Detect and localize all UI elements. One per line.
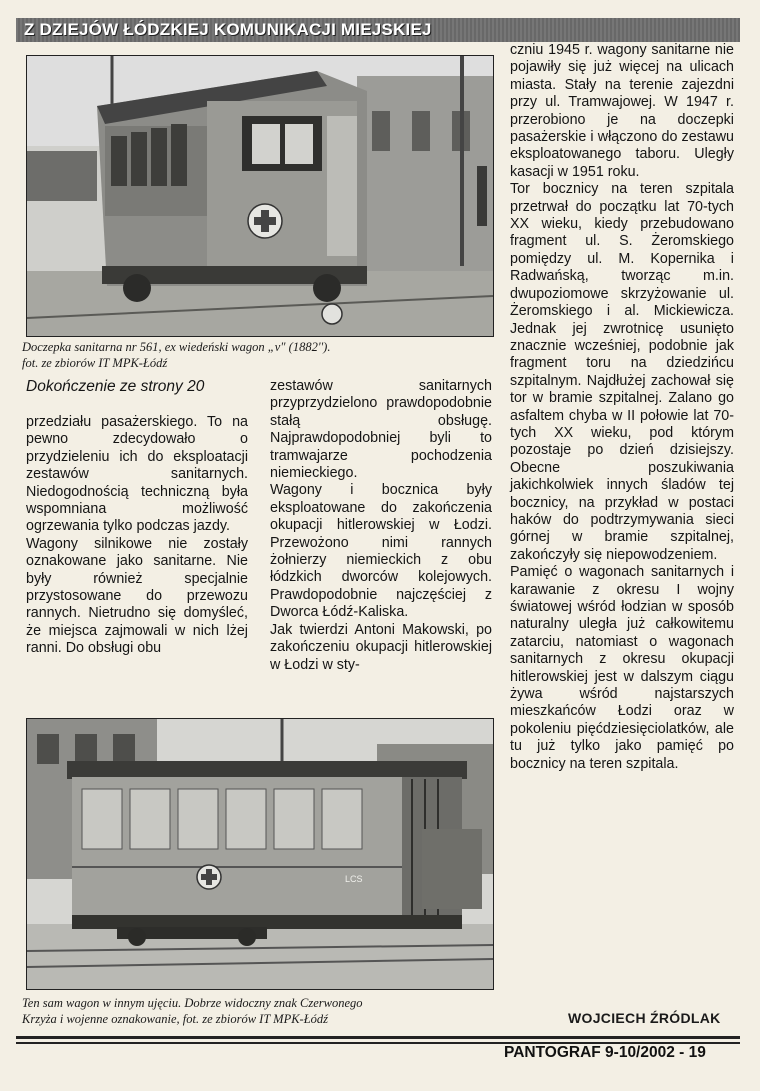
paragraph: przedziału pasażerskiego. To na pewno zdecydowało o przydzieleniu ich do eksploatacji zestawów sanitarnych. Niedogodnością techniczną była wspomniana możliwość ogrzewania tylko podczas jazdy.	[26, 414, 248, 535]
paragraph: zestawów sanitarnych przyprzydzielono prawdopodobnie stałą obsługę. Najprawdopodobniej byli to tramwajarze pochodzenia niemieckiego.	[270, 378, 492, 482]
photo-caption-bottom	[22, 995, 496, 1027]
continuation-note: Dokończenie ze strony 20	[26, 378, 205, 395]
section-title: Z DZIEJÓW ŁÓDZKIEJ KOMUNIKACJI MIEJSKIEJ	[24, 20, 432, 39]
caption-line: fot. ze zbiorów IT MPK-Łódź	[22, 356, 168, 370]
section-header-bar	[16, 18, 740, 42]
paragraph: Jak twierdzi Antoni Makowski, po zakończeniu okupacji hitlerowskiej w Łodzi w sty-	[270, 621, 492, 673]
paragraph: Tor bocznicy na teren szpitala przetrwał do początku lat 70-tych XX wieku, kiedy przebudowano fragment ul. S. Żeromskiego pomiędzy ul. M. Kopernika i Radwańską, tworząc m.in. dwupoziomowe skrzyżowanie ul. Żeromskiego i al. Mickiewicza. Jednak jej zwrotnicę usunięto znacznie wcześniej, podobnie jak fragment toru na dziedzińcu szpitalnym. Najdłużej zachował się tor w bramie szpitalnej. Zalano go asfaltem chyba w II połowie lat 70-tych XX wieku, pod którym pozostaje po dzień dzisiejszy. Obecne poszukiwania jakichkolwiek innych śladów tej bocznicy, na przykład w postaci haków do podtrzymywania sieci górnej w bramie szpitalnej, zakończyły się niepowodzeniem.	[510, 181, 734, 563]
article-column-right	[510, 42, 734, 773]
paragraph: Pamięć o wagonach sanitarnych i karawanie z okresu I wojny światowej wśród łodzian w sposób naturalny uległa już całkowitemu zatarciu, natomiast o wagonach sanitarnych z okresu okupacji hitlerowskiej jest w dalszym ciągu żywa wśród najstarszych mieszkańców Łodzi oraz w pokoleniu pięćdziesięciolatków, ale tu już tylko jako pamięć po bocznicy na teren szpitala.	[510, 564, 734, 772]
tram-trailer-side-image	[27, 719, 493, 989]
footer-rule-thick	[16, 1036, 740, 1039]
photo-tram-trailer-rear	[26, 55, 494, 337]
caption-line: Krzyża i wojenne oznakowanie, fot. ze zbiorów IT MPK-Łódź	[22, 1012, 329, 1026]
photo-caption-top	[22, 339, 492, 371]
tram-trailer-rear-image	[27, 56, 493, 336]
article-column-middle	[270, 378, 492, 674]
photo-tram-trailer-side	[26, 718, 494, 990]
paragraph: czniu 1945 r. wagony sanitarne nie pojawiły się już więcej na ulicach miasta. Stały na terenie zajezdni przy ul. Tramwajowej. W 1947 r. przerobiono je na doczepki pasażerskie i włączono do zestawu eksploatowanego taboru. Uległy kasacji w 1951 roku.	[510, 42, 734, 180]
paragraph: Wagony silnikowe nie zostały oznakowane jako sanitarne. Nie były również specjalnie przystosowane do przewozu rannych. Nietrudno się domyśleć, że miejsca zajmowali w nich lżej ranni. Do obsługi obu	[26, 535, 248, 657]
article-author: WOJCIECH ŹRÓDLAK	[568, 1010, 721, 1026]
caption-line: Doczepka sanitarna nr 561, ex wiedeński wagon „v" (1882'').	[22, 340, 331, 354]
paragraph: Wagony i bocznica były eksploatowane do zakończenia okupacji hitlerowskiej w Łodzi. Przewożono nimi rannych żołnierzy niemieckich z obu łódzkich dworców kolejowych. Prawdopodobnie najczęściej z Dworca Łódź-Kaliska.	[270, 482, 492, 621]
article-column-left	[26, 414, 248, 658]
vehicle-marking: LCS	[345, 874, 363, 884]
caption-line: Ten sam wagon w innym ujęciu. Dobrze widoczny znak Czerwonego	[22, 996, 363, 1010]
page-footer-issue: PANTOGRAF 9-10/2002 - 19	[504, 1044, 706, 1061]
